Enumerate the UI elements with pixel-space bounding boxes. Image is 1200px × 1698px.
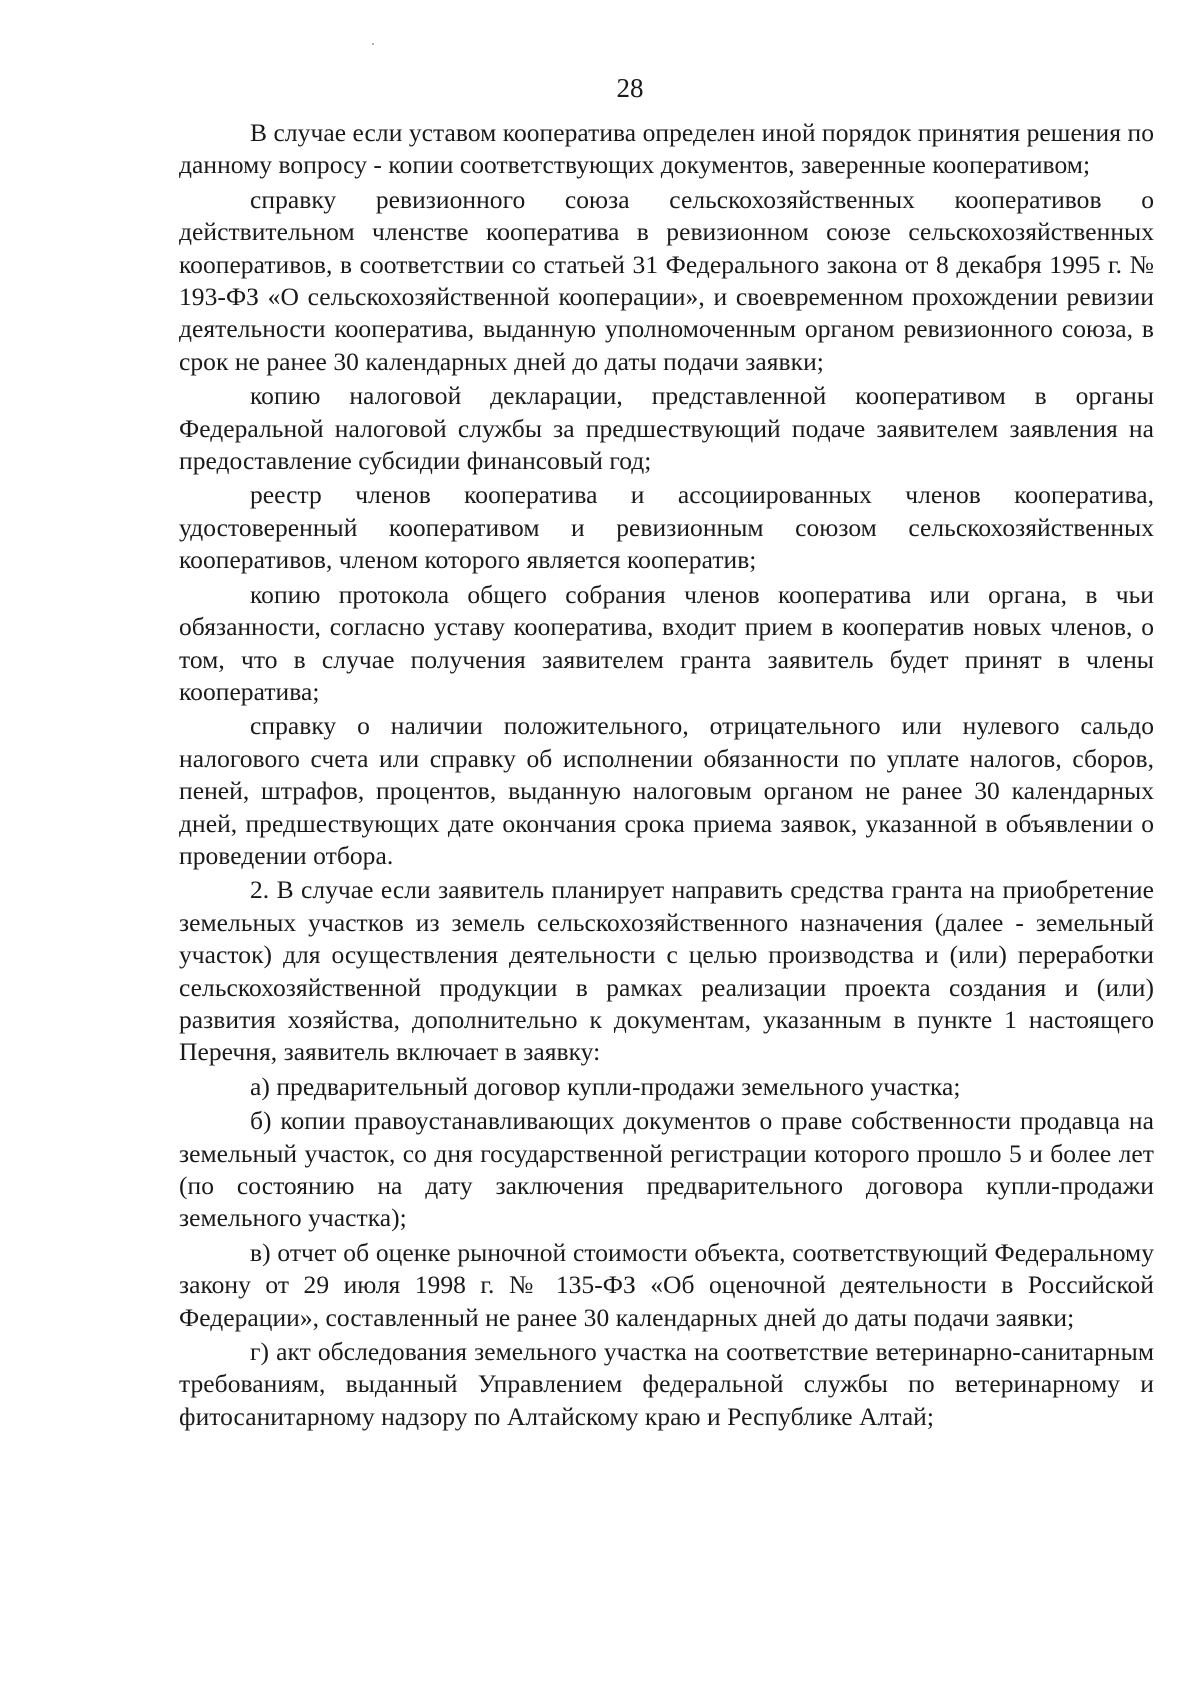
document-body — [179, 117, 1154, 1435]
paragraph-cooperative-charter-copies: В случае если уставом кооператива определен иной порядок принятия решения по данному вопросу - копии соответствующих документов, заверенные кооперативом; — [179, 118, 1154, 180]
scan-speck — [372, 43, 374, 45]
paragraph-item-a: а) предварительный договор купли-продажи земельного участка; — [250, 1071, 961, 1101]
paragraph-audit-union-certificate: справку ревизионного союза сельскохозяйственных кооперативов о действительном членстве кооператива в ревизионном союзе сельскохозяйственных кооперативов, в соответствии со статьей 31 Федерального закона от 8 декабря 1995 г. № 193-ФЗ «О сельскохозяйственной кооперации», и своевременном прохождении ревизии деятельности кооператива, выданную уполномоченным органом ревизионного союза, в срок не ранее 30 календарных дней до даты подачи заявки; — [179, 184, 1154, 376]
paragraph-tax-balance-certificate: справку о наличии положительного, отрицательного или нулевого сальдо налогового счета или справку об исполнении обязанности по уплате налогов, сборов, пеней, штрафов, процентов, выданную налоговым органом не ранее 30 календарных дней, предшествующих дате окончания срока приема заявок, указанной в объявлении о проведении отбора. — [179, 711, 1154, 870]
paragraph-item-b: б) копии правоустанавливающих документов о праве собственности продавца на земельный участок, со дня государственной регистрации которого прошло 5 и более лет (по состоянию на дату заключения предварительного договора купли-продажи земельного участка); — [179, 1106, 1154, 1233]
paragraph-item-v: в) отчет об оценке рыночной стоимости объекта, соответствующий Федеральному закону от 29 июля 1998 г. № 135-ФЗ «Об оценочной деятельности в Российской Федерации», составленный не ранее 30 календарных дней до даты подачи заявки; — [179, 1237, 1154, 1332]
paragraph-tax-declaration-copy: копию налоговой декларации, представленной кооперативом в органы Федеральной налоговой службы за предшествующий подаче заявителем заявления на предоставление субсидии финансовый год; — [179, 381, 1154, 476]
paragraph-general-meeting-protocol: копию протокола общего собрания членов кооператива или органа, в чьи обязанности, согласно уставу кооператива, входит прием в кооператив новых членов, о том, что в случае получения заявителем гранта заявитель будет принят в члены кооператива; — [179, 579, 1154, 706]
paragraph-section-2-land-purchase: 2. В случае если заявитель планирует направить средства гранта на приобретение земельных участков из земель сельскохозяйственного назначения (далее - земельный участок) для осуществления деятельности с целью производства и (или) переработки сельскохозяйственной продукции в рамках реализации проекта создания и (или) развития хозяйства, дополнительно к документам, указанным в пункте 1 настоящего Перечня, заявитель включает в заявку: — [179, 875, 1154, 1067]
paragraph-members-register: реестр членов кооператива и ассоциированных членов кооператива, удостоверенный кооперативом и ревизионным союзом сельскохозяйственных кооперативов, членом которого является кооператив; — [179, 480, 1154, 575]
paragraph-item-g: г) акт обследования земельного участка на соответствие ветеринарно-санитарным требованиям, выданный Управлением федеральной службы по ветеринарному и фитосанитарному надзору по Алтайскому краю и Республике Алтай; — [179, 1337, 1154, 1431]
page-number: 28 — [616, 73, 644, 103]
